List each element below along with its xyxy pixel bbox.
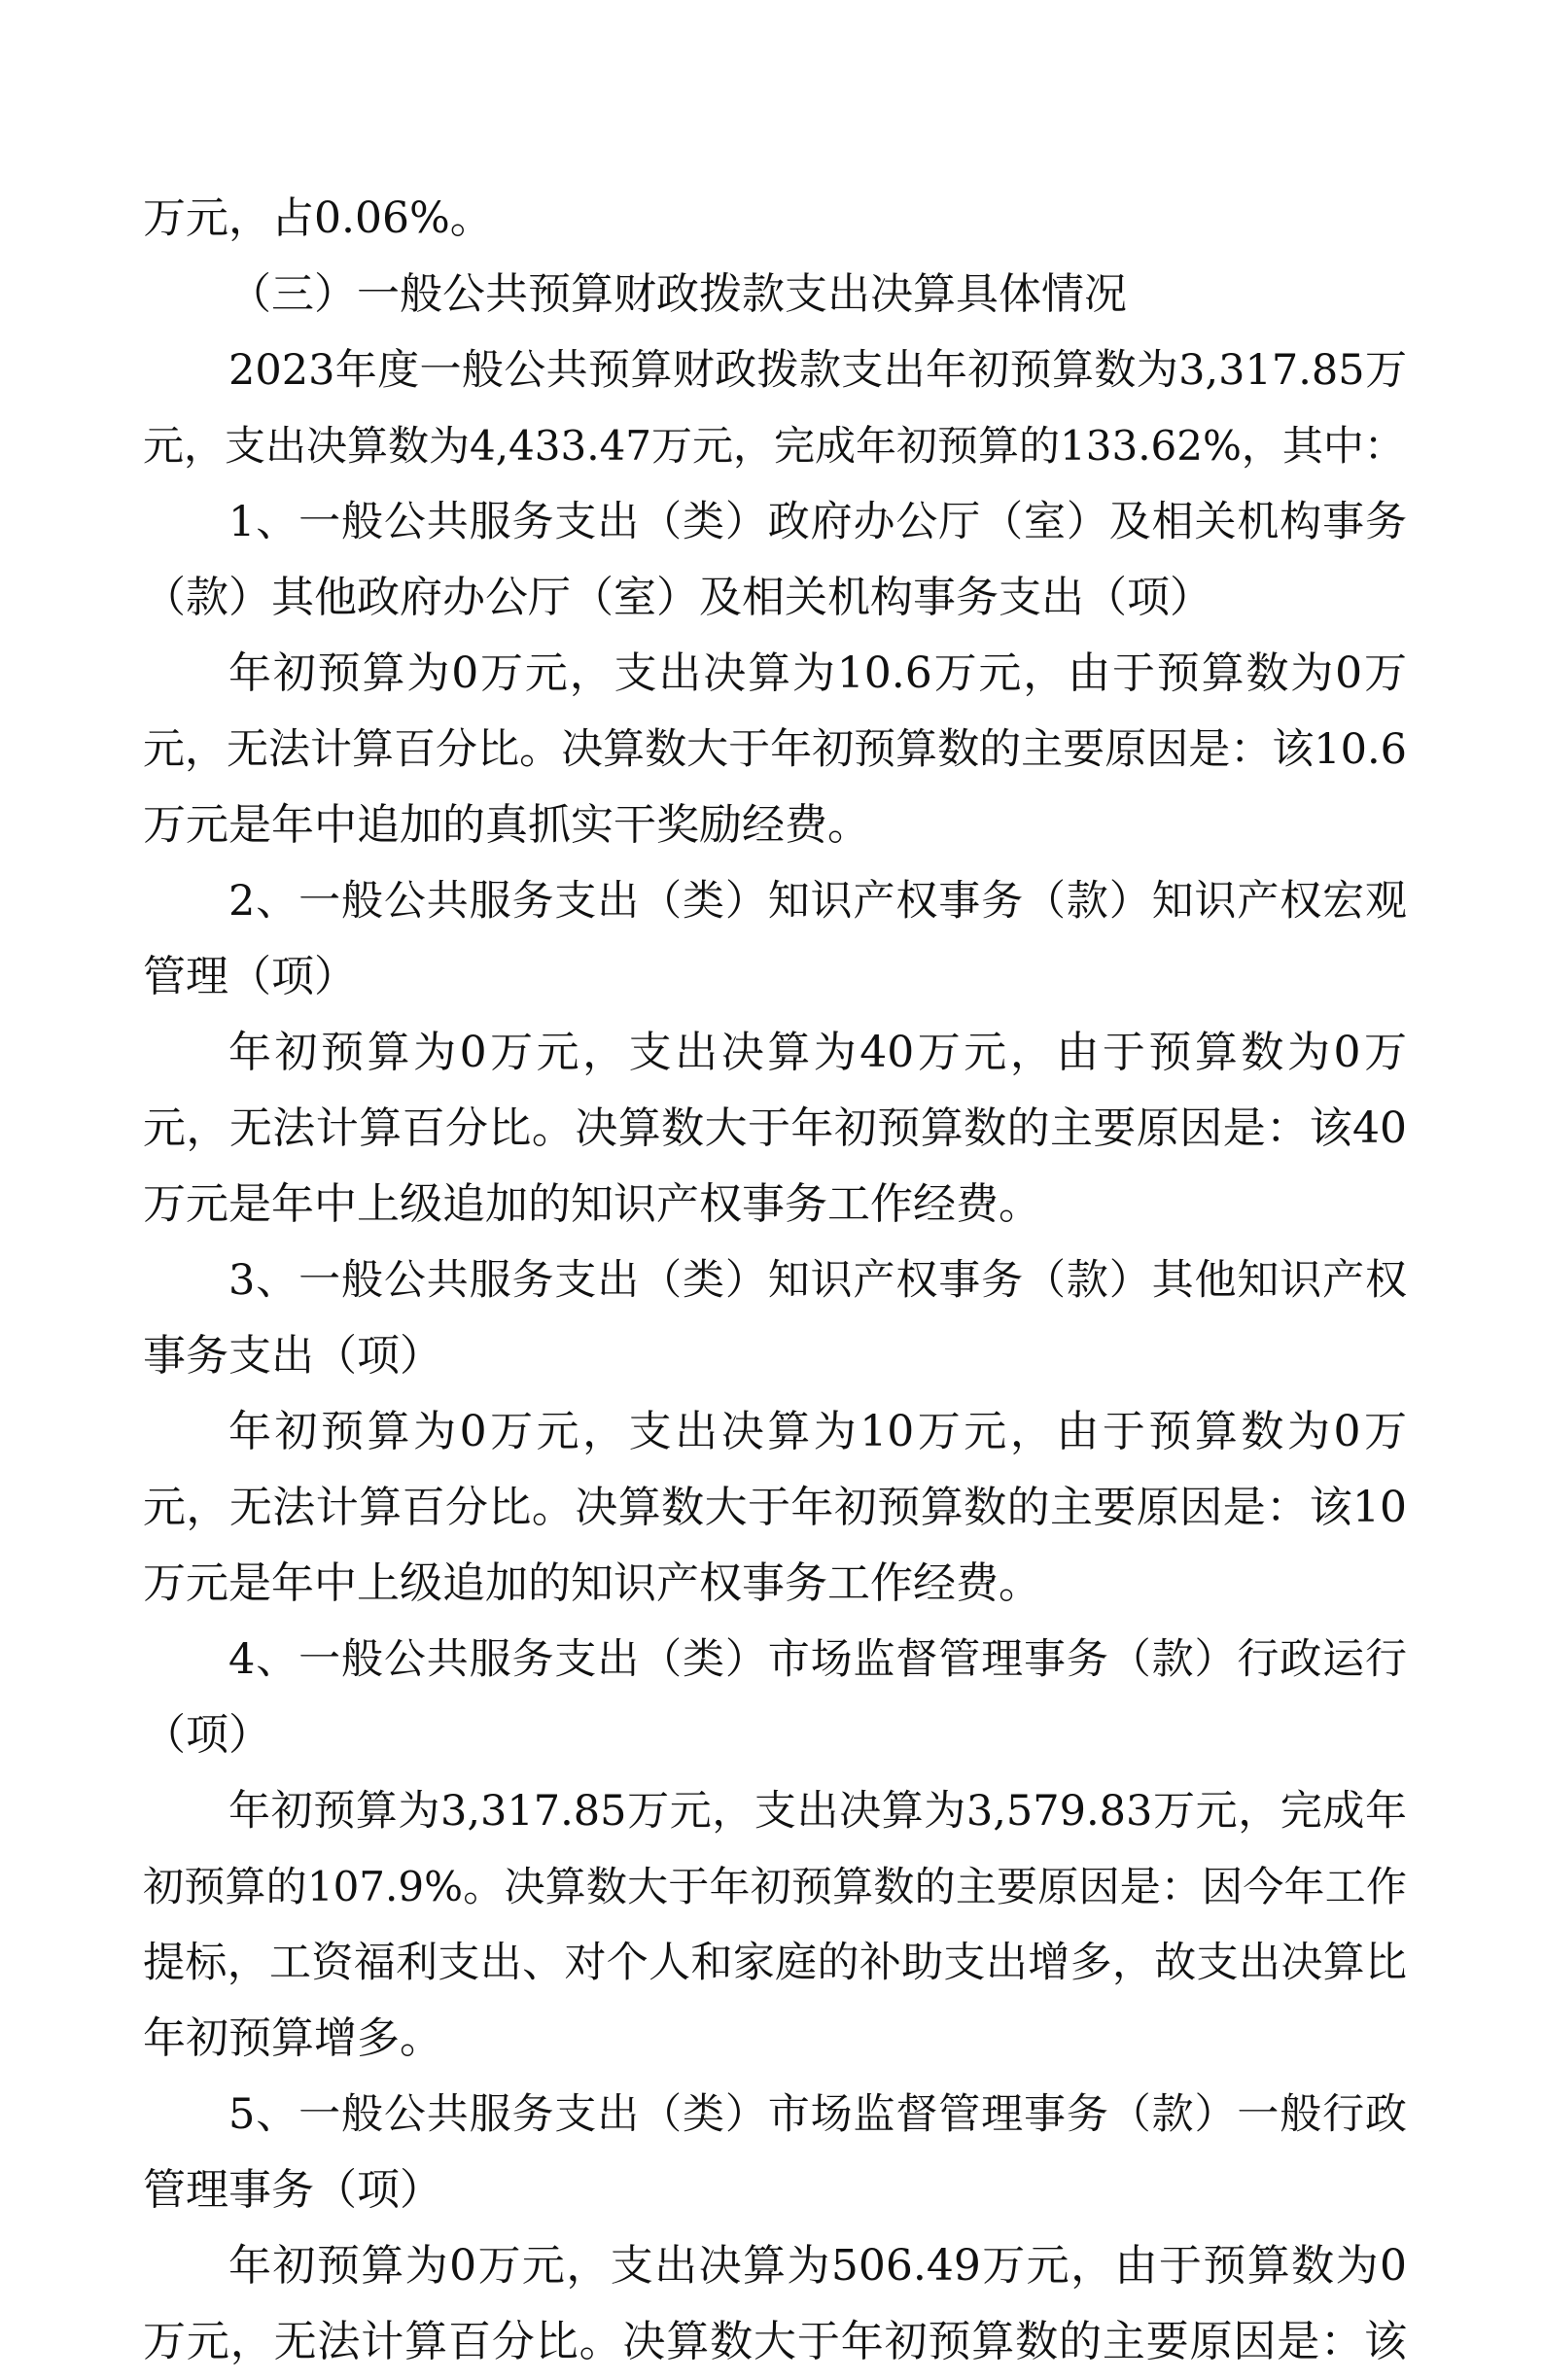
text-line-3: 2023年度一般公共预算财政拨款支出年初预算数为3,317.85万 bbox=[228, 346, 1407, 395]
item-heading-4: 4、一般公共服务支出（类）市场监督管理事务（款）行政运行 bbox=[228, 1635, 1407, 1684]
text-line-9: 万元是年中追加的真抓实干奖励经费。 bbox=[143, 800, 870, 850]
item-heading-4-cont: （项） bbox=[143, 1710, 271, 1760]
document-body bbox=[143, 181, 1407, 2380]
text-line-18: 元，无法计算百分比。决算数大于年初预算数的主要原因是：该10 bbox=[143, 1483, 1407, 1532]
text-line-4: 元，支出决算数为4,433.47万元，完成年初预算的133.62%，其中： bbox=[143, 422, 1405, 470]
text-line-14: 万元是年中上级追加的知识产权事务工作经费。 bbox=[143, 1179, 1041, 1229]
item-heading-5-cont: 管理事务（项） bbox=[143, 2165, 442, 2215]
item-heading-5: 5、一般公共服务支出（类）市场监督管理事务（款）一般行政 bbox=[228, 2090, 1407, 2139]
text-line-7: 年初预算为0万元，支出决算为10.6万元，由于预算数为0万 bbox=[228, 648, 1407, 698]
item-heading-1-cont: （款）其他政府办公厅（室）及相关机构事务支出（项） bbox=[143, 573, 1212, 622]
section-heading-3: （三）一般公共预算财政拨款支出决算具体情况 bbox=[228, 269, 1127, 319]
text-line-22: 年初预算为3,317.85万元，支出决算为3,579.83万元，完成年 bbox=[228, 1787, 1407, 1836]
text-line-13: 元，无法计算百分比。决算数大于年初预算数的主要原因是：该40 bbox=[143, 1103, 1407, 1153]
item-heading-2: 2、一般公共服务支出（类）知识产权事务（款）知识产权宏观 bbox=[228, 877, 1407, 926]
text-line-29: 万元，无法计算百分比。决算数大于年初预算数的主要原因是：该 bbox=[143, 2317, 1407, 2366]
item-heading-3: 3、一般公共服务支出（类）知识产权事务（款）其他知识产权 bbox=[228, 1256, 1407, 1305]
text-line-12: 年初预算为0万元，支出决算为40万元，由于预算数为0万 bbox=[228, 1028, 1407, 1077]
text-line-23: 初预算的107.9%。决算数大于年初预算数的主要原因是：因今年工作 bbox=[143, 1863, 1407, 1910]
text-line-17: 年初预算为0万元，支出决算为10万元，由于预算数为0万 bbox=[228, 1407, 1407, 1456]
text-line-1: 万元，占0.06%。 bbox=[143, 193, 493, 243]
text-line-25: 年初预算增多。 bbox=[143, 2013, 442, 2063]
item-heading-1: 1、一般公共服务支出（类）政府办公厅（室）及相关机构事务 bbox=[228, 498, 1407, 546]
text-line-8: 元，无法计算百分比。决算数大于年初预算数的主要原因是：该10.6 bbox=[143, 725, 1407, 774]
item-heading-3-cont: 事务支出（项） bbox=[143, 1331, 442, 1381]
text-line-24: 提标，工资福利支出、对个人和家庭的补助支出增多，故支出决算比 bbox=[143, 1939, 1407, 1987]
item-heading-2-cont: 管理（项） bbox=[143, 952, 357, 1001]
text-line-28: 年初预算为0万元，支出决算为506.49万元，由于预算数为0 bbox=[228, 2241, 1407, 2291]
text-line-19: 万元是年中上级追加的知识产权事务工作经费。 bbox=[143, 1558, 1041, 1608]
